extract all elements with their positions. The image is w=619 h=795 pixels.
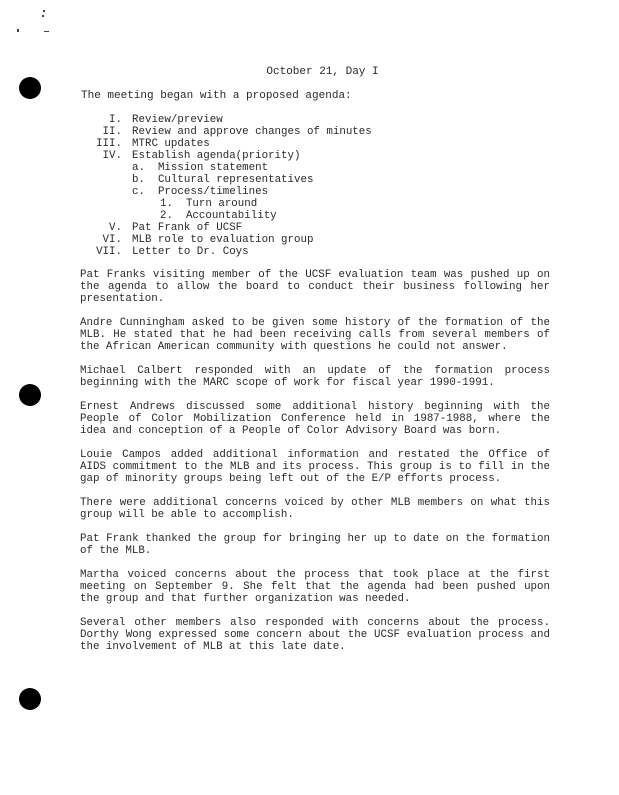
agenda-item: IV. Establish agenda(priority) — [102, 150, 301, 162]
paragraph: Pat Frank thanked the group for bringing her up to date on the formation of the MLB. — [80, 533, 550, 557]
paragraph: Pat Franks visiting member of the UCSF evaluation team was pushed up on the agenda to allow the board to conduct their business following her presentation. — [80, 269, 550, 305]
paragraph: Andre Cunningham asked to be given some history of the formation of the MLB. He stated that he had been receiving calls from several members of the African American community with questions he could not answer. — [80, 317, 550, 353]
scan-speck — [42, 15, 44, 17]
minutes-body — [80, 269, 550, 665]
agenda-item: VI. MLB role to evaluation group — [102, 234, 314, 246]
agenda-sub-sub-item: 2. Accountability — [160, 210, 277, 222]
agenda-sub-item: a. Mission statement — [132, 162, 269, 174]
scan-speck — [17, 29, 19, 32]
agenda-item: III. MTRC updates — [96, 138, 210, 150]
paragraph: Louie Campos added additional information and restated the Office of AIDS commitment to the MLB and its process. This group is to fill in the gap of minority groups being left out of the E/P efforts process. — [80, 449, 550, 485]
paragraph: Martha voiced concerns about the process that took place at the first meeting on September 9. She felt that the agenda had been pushed upon the group and that further organization was needed. — [80, 569, 550, 605]
page-title: October 21, Day I — [266, 66, 379, 78]
agenda-sub-sub-item: 1. Turn around — [160, 198, 258, 210]
scan-speck — [44, 31, 49, 32]
agenda-list — [80, 114, 372, 258]
agenda-item: I. Review/preview — [109, 114, 223, 126]
paragraph: Ernest Andrews discussed some additional history beginning with the People of Color Mobilization Conference held in 1987-1988, where the idea and conception of a People of Color Advisory Board was born. — [80, 401, 550, 437]
agenda-sub-item: b. Cultural representatives — [132, 174, 314, 186]
paragraph: There were additional concerns voiced by other MLB members on what this group will be able to accomplish. — [80, 497, 550, 521]
binder-hole-middle — [19, 384, 41, 406]
binder-hole-bottom — [19, 688, 41, 710]
scan-speck — [43, 10, 45, 12]
paragraph: Michael Calbert responded with an update of the formation process beginning with the MARC scope of work for fiscal year 1990-1991. — [80, 365, 550, 389]
agenda-item: V. Pat Frank of UCSF — [109, 222, 243, 234]
agenda-item: II. Review and approve changes of minutes — [102, 126, 372, 138]
intro-line: The meeting began with a proposed agenda: — [81, 90, 352, 102]
binder-hole-top — [19, 77, 41, 99]
paragraph: Several other members also responded with concerns about the process. Dorthy Wong expressed some concern about the UCSF evaluation process and the involvement of MLB at this late date. — [80, 617, 550, 653]
agenda-item: VII. Letter to Dr. Coys — [96, 246, 249, 258]
agenda-sub-item: c. Process/timelines — [132, 186, 269, 198]
